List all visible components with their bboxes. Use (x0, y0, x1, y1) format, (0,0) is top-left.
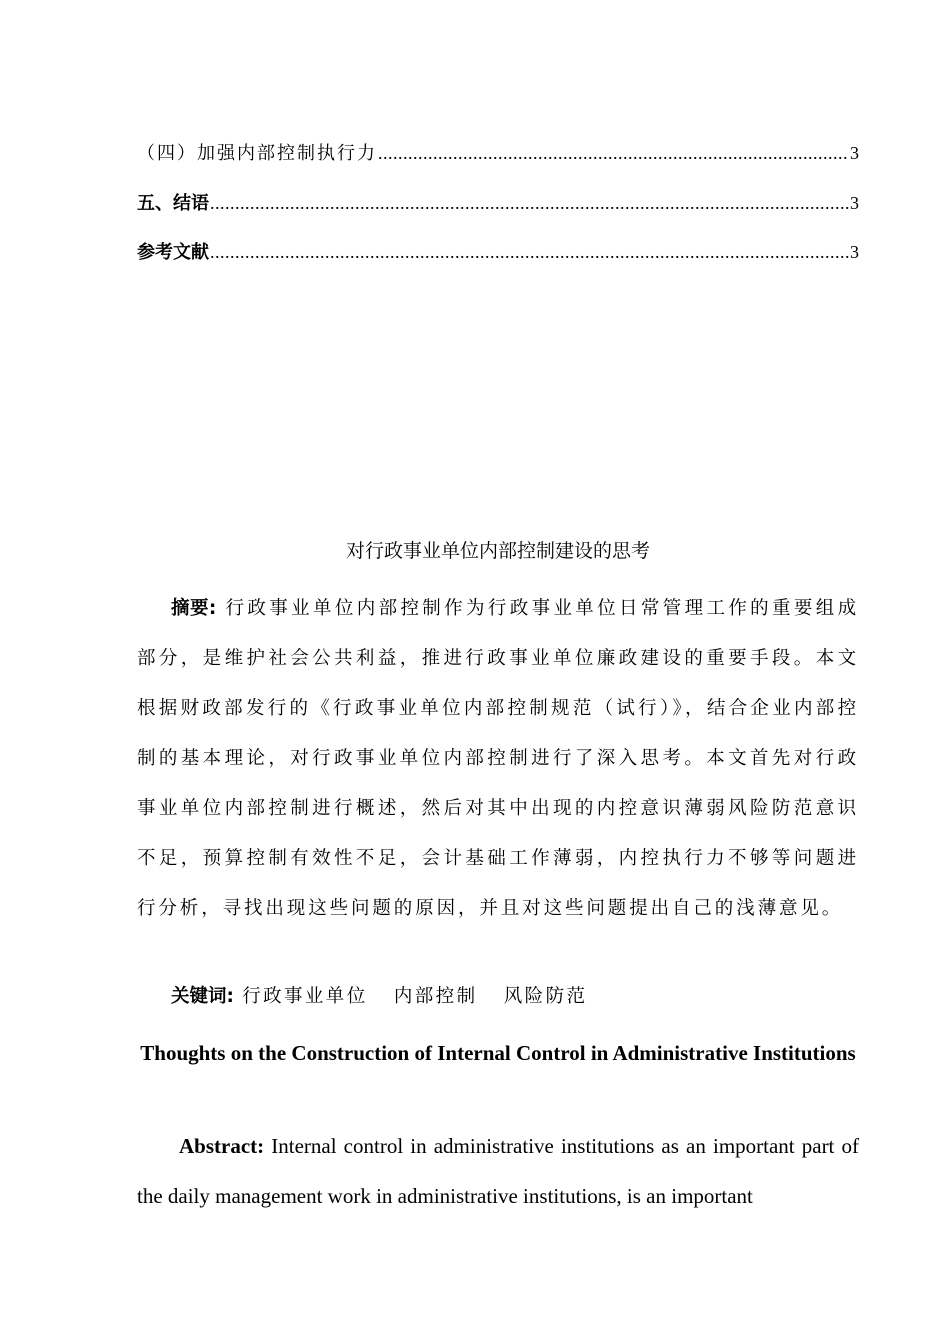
toc-entry[interactable] (137, 238, 859, 264)
toc-leader-dots (210, 242, 849, 263)
keyword: 风险防范 (503, 986, 588, 1007)
toc-entry-label: 参考文献 (137, 242, 209, 263)
abstract-en (137, 1121, 859, 1221)
toc-entry-label: 五、结语 (137, 193, 209, 214)
paper-title-en: Thoughts on the Construction of Internal Control in Administrative Institutions (140, 1041, 856, 1065)
toc-entry-page: 3 (850, 143, 859, 163)
keywords-cn-label: 关键词: (171, 986, 234, 1007)
toc-entry-label: （四）加强内部控制执行力 (137, 143, 377, 164)
keyword: 内部控制 (393, 986, 478, 1007)
toc-leader-dots (378, 143, 849, 164)
abstract-cn (137, 584, 859, 934)
toc-entry-page: 3 (850, 193, 859, 213)
abstract-en-label: Abstract: (179, 1134, 265, 1158)
abstract-en-text: Internal control in administrative institutions as an important part of the daily management work in administrative institutions, is an important (137, 1134, 860, 1208)
abstract-cn-text: 行政事业单位内部控制作为行政事业单位日常管理工作的重要组成部分，是维护社会公共利益，推进行政事业单位廉政建设的重要手段。本文根据财政部发行的《行政事业单位内部控制规范（试行）》，结合企业内部控制的基本理论，对行政事业单位内部控制进行了深入思考。本文首先对行政事业单位内部控制进行概述，然后对其中出现的内控意识薄弱风险防范意识不足，预算控制有效性不足，会计基础工作薄弱，内控执行力不够等问题进行分析，寻找出现这些问题的原因，并且对这些问题提出自己的浅薄意见。 (137, 598, 860, 919)
toc-leader-dots (210, 193, 849, 214)
toc-entry-page: 3 (850, 242, 859, 262)
keyword: 行政事业单位 (242, 986, 368, 1007)
keywords-cn (171, 982, 605, 1012)
abstract-cn-label: 摘要: (171, 598, 217, 619)
toc-entry[interactable] (137, 139, 859, 165)
toc-entry[interactable] (137, 189, 859, 215)
paper-title-cn: 对行政事业单位内部控制建设的思考 (345, 540, 650, 562)
